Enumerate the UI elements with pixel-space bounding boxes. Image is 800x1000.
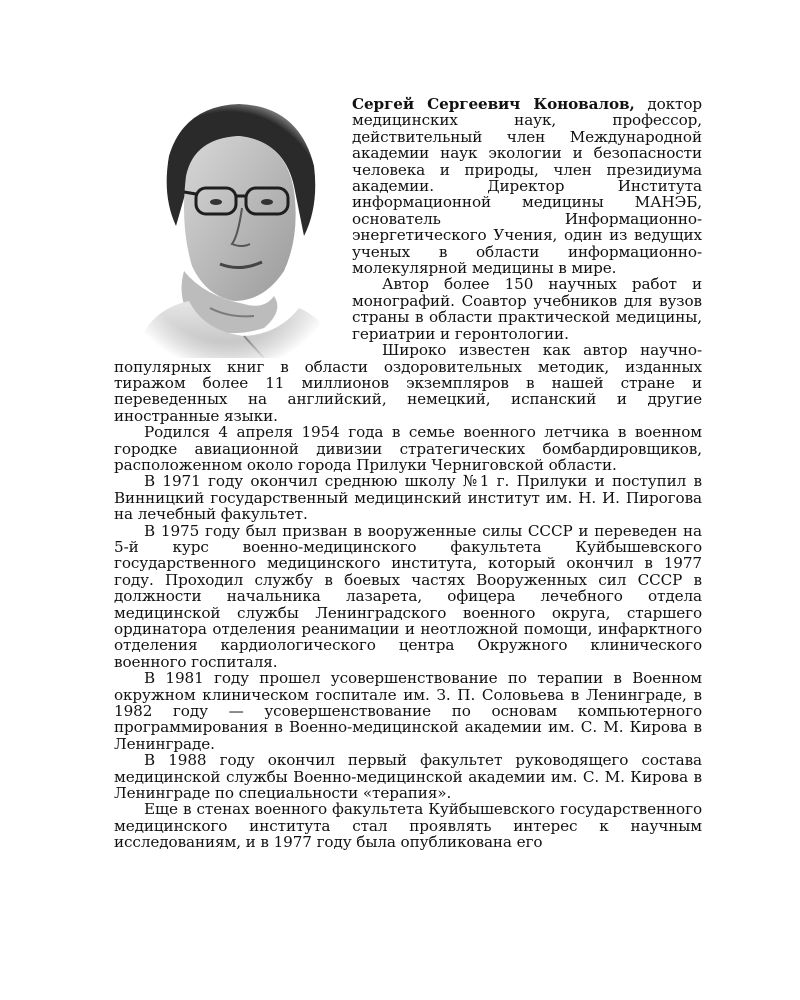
bio-paragraph: В 1975 году был призван в вооруженные силы СССР и переведен на 5-й курс военно-медицинского факультета Куйбышевского государственного медицинского института, который окончил в 1977 году. Проходил службу в боевых частях Вооруженных сил СССР в должности начальника лазарета, офицера лечебного отдела медицинской службы Ленинградского военного округа, старшего ординатора отделения реанимации и неотложной помощи, инфарктного отделения кардиологического центра Окружного клинического военного госпиталя. <box>114 521 702 671</box>
bio-paragraph: Родился 4 апреля 1954 года в семье военного летчика в военном городке авиационной дивизии стратегических бомбардировщиков, расположенном около города Прилуки Черниговской области. <box>114 423 702 474</box>
bio-intro-text: доктор медицинских наук, профессор, действительный член Международной академии наук экологии и безопасности человека и природы, член президиума академии. Директор Института информационной медицины МАНЭБ, основатель Информационно-энергетического Учения, один из ведущих ученых в области информационно-молекулярной медицины в мире. <box>352 95 702 278</box>
bio-paragraph: В 1988 году окончил первый факультет руководящего состава медицинской службы Военно-медицинской академии им. С. М. Кирова в Ленинграде по специальности «терапия». <box>114 751 702 803</box>
portrait-icon <box>114 96 344 358</box>
bio-paragraph: Автор более 150 научных работ и монографий. Соавтор учебников для вузов страны в области практической медицины, гериатрии и геронтологии. <box>352 275 702 343</box>
author-portrait <box>114 96 344 358</box>
book-page <box>114 96 702 936</box>
author-name: Сергей Сергеевич Коновалов, <box>352 95 635 113</box>
bio-paragraph: В 1971 году окончил среднюю школу №1 г. Прилуки и поступил в Винницкий государственный медицинский институт им. Н. И. Пирогова на лечебный факультет. <box>114 472 702 524</box>
bio-paragraph: Еще в стенах военного факультета Куйбышевского государственного медицинского института стал проявлять интерес к научным исследованиям, и в 1977 году была опубликована его <box>114 800 702 852</box>
bio-paragraph: В 1981 году прошел усовершенствование по терапии в Военном окружном клиническом госпитале им. З. П. Соловьева в Ленинграде, в 1982 году — усовершенствование по основам компьютерного программирования в Военно-медицинской академии им. С. М. Кирова в Ленинграде. <box>114 669 702 753</box>
bio-paragraph: Широко известен как автор научно-популярных книг в области оздоровительных методик, изданных тиражом более 11 миллионов экземпляров в нашей стране и переведенных на английский, немецкий, испанский и другие иностранные языки. <box>114 341 702 425</box>
